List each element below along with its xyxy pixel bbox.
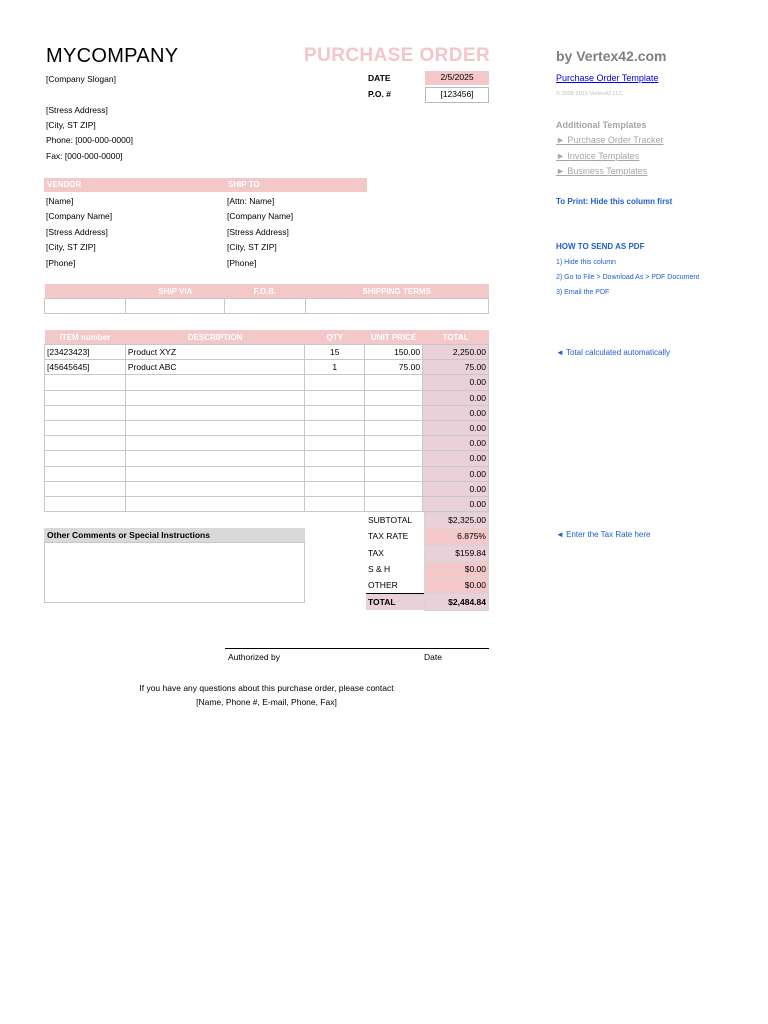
total-cell: 0.00 [423,496,489,511]
grand-total-value: $2,484.84 [425,594,489,610]
total-cell: 0.00 [423,451,489,466]
qty-cell[interactable] [305,436,365,451]
item-number-cell[interactable]: [23423423] [45,345,126,360]
qty-cell[interactable] [305,390,365,405]
table-row [45,481,489,496]
purchase-order-template-link[interactable]: Purchase Order Template [556,73,659,83]
shipping-handling-field[interactable]: $0.00 [425,561,489,577]
unit-price-cell[interactable] [365,420,423,435]
unit-price-cell[interactable] [365,375,423,390]
table-row [45,390,489,405]
ship-to-label: SHIP TO [228,180,260,189]
total-cell: 0.00 [423,466,489,481]
date-value[interactable]: 2/5/2025 [425,71,489,85]
send-step-3: 3) Email the PDF [556,289,610,296]
qty-cell[interactable] [305,375,365,390]
total-cell: 75.00 [423,360,489,375]
tax-rate-label: TAX RATE [368,531,409,542]
total-cell: 0.00 [423,420,489,435]
vendor-company: [Company Name] [46,211,113,222]
company-phone: Phone: [000-000-0000] [46,135,133,145]
tax-value: $159.84 [425,545,489,561]
business-templates-link[interactable]: ► Business Templates [556,166,648,176]
description-cell[interactable] [125,466,305,481]
description-cell[interactable] [125,420,305,435]
ship-via-cell[interactable] [126,299,225,314]
unit-price-cell[interactable] [365,390,423,405]
item-number-cell[interactable] [45,481,126,496]
item-number-cell[interactable]: [45645645] [45,360,126,375]
item-number-cell[interactable] [45,405,126,420]
vendor-shipto-header [44,178,367,192]
item-number-cell[interactable] [45,390,126,405]
summary-table [366,512,489,611]
table-row [45,375,489,390]
signature-line [225,648,489,649]
item-number-header: ITEM number [45,330,126,345]
table-row [45,496,489,511]
item-number-cell[interactable] [45,420,126,435]
item-number-cell[interactable] [45,466,126,481]
qty-header: QTY [305,330,365,345]
unit-price-cell[interactable] [365,481,423,496]
vendor-block [46,195,112,272]
print-note: To Print: Hide this column first [556,197,673,206]
total-cell: 2,250.00 [423,345,489,360]
company-city: [City, ST ZIP] [46,120,96,130]
ship-to-attn: [Attn: Name] [227,196,275,206]
vendor-name: [Name] [46,196,74,206]
additional-templates-heading: Additional Templates [556,120,647,130]
description-cell[interactable]: Product XYZ [125,345,305,360]
qty-cell[interactable] [305,420,365,435]
table-row [45,436,489,451]
shipping-terms-header: SHIPPING TERMS [305,284,488,299]
po-number-field[interactable]: [123456] [425,87,489,103]
comments-box[interactable] [44,542,305,603]
vendor-address: [Stress Address] [46,226,108,237]
contact-details: [Name, Phone #, E-mail, Phone, Fax] [196,697,337,707]
po-tracker-link[interactable]: ► Purchase Order Tracker [556,135,664,145]
shipping-cell[interactable] [45,299,126,314]
table-row [45,451,489,466]
company-slogan: [Company Slogan] [46,74,116,84]
qty-cell[interactable] [305,466,365,481]
description-cell[interactable] [125,436,305,451]
send-pdf-heading: HOW TO SEND AS PDF [556,242,645,251]
copyright-text: © 2008-2019 Vertex42 LLC [556,91,623,97]
qty-cell[interactable] [305,496,365,511]
description-header: DESCRIPTION [125,330,305,345]
description-cell[interactable] [125,390,305,405]
vertex42-brand: by Vertex42.com [556,48,667,64]
item-number-cell[interactable] [45,451,126,466]
unit-price-cell[interactable]: 75.00 [365,360,423,375]
company-name: MYCOMPANY [46,45,179,67]
unit-price-cell[interactable]: 150.00 [365,345,423,360]
unit-price-cell[interactable] [365,466,423,481]
table-row [45,405,489,420]
invoice-templates-link[interactable]: ► Invoice Templates [556,151,640,161]
total-cell: 0.00 [423,481,489,496]
qty-cell[interactable]: 1 [305,360,365,375]
description-cell[interactable] [125,496,305,511]
qty-cell[interactable] [305,481,365,496]
tax-rate-field[interactable]: 6.875% [425,529,489,545]
date-label: DATE [368,73,391,83]
unit-price-cell[interactable] [365,436,423,451]
company-fax: Fax: [000-000-0000] [46,151,123,161]
item-number-cell[interactable] [45,496,126,511]
description-cell[interactable] [125,481,305,496]
other-label: OTHER [368,580,398,591]
total-cell: 0.00 [423,436,489,451]
other-field[interactable]: $0.00 [425,578,489,594]
vendor-city: [City, ST ZIP] [46,242,96,253]
po-label: P.O. # [368,89,391,99]
total-header: TOTAL [423,330,489,345]
send-step-2: 2) Go to File > Download As > PDF Document [556,274,700,281]
subtotal-label: SUBTOTAL [368,515,413,526]
fob-cell[interactable] [225,299,305,314]
contact-note: If you have any questions about this purchase order, please contact [139,683,394,693]
description-cell[interactable]: Product ABC [125,360,305,375]
qty-cell[interactable]: 15 [305,345,365,360]
unit-price-cell[interactable] [365,405,423,420]
document-title: PURCHASE ORDER [304,45,491,66]
table-row [45,420,489,435]
shipping-terms-cell[interactable] [305,299,488,314]
table-row [45,360,489,375]
vendor-phone: [Phone] [46,257,76,268]
ship-to-company: [Company Name] [227,211,294,222]
total-cell: 0.00 [423,375,489,390]
fob-header: F.O.B. [225,284,305,299]
tax-rate-note: ◄ Enter the Tax Rate here [556,530,651,539]
ship-to-block [227,195,293,272]
unit-price-header: UNIT PRICE [365,330,423,345]
total-auto-note: ◄ Total calculated automatically [556,348,671,357]
subtotal-value: $2,325.00 [425,513,489,529]
qty-cell[interactable] [305,405,365,420]
vendor-label: VENDOR [47,180,82,189]
ship-via-header: SHIP VIA [126,284,225,299]
send-step-1: 1) Hide this column [556,259,616,266]
ship-to-city: [City, ST ZIP] [227,242,277,253]
ship-to-phone: [Phone] [227,257,257,268]
qty-cell[interactable] [305,451,365,466]
shipping-handling-label: S & H [368,564,391,575]
unit-price-cell[interactable] [365,496,423,511]
description-cell[interactable] [125,375,305,390]
item-number-cell[interactable] [45,375,126,390]
signature-date-label: Date [424,652,442,662]
tax-label: TAX [368,547,384,558]
comments-label: Other Comments or Special Instructions [44,528,305,542]
ship-to-address: [Stress Address] [227,226,289,237]
description-cell[interactable] [125,405,305,420]
table-row [45,466,489,481]
description-cell[interactable] [125,451,305,466]
company-address: [Stress Address] [46,105,108,115]
table-row [45,345,489,360]
total-cell: 0.00 [423,390,489,405]
shipping-blank-header [45,284,126,299]
grand-total-label: TOTAL [366,594,425,610]
shipping-table [44,284,489,314]
item-number-cell[interactable] [45,436,126,451]
total-cell: 0.00 [423,405,489,420]
unit-price-cell[interactable] [365,451,423,466]
items-table [44,330,489,512]
authorized-by-label: Authorized by [228,652,280,662]
